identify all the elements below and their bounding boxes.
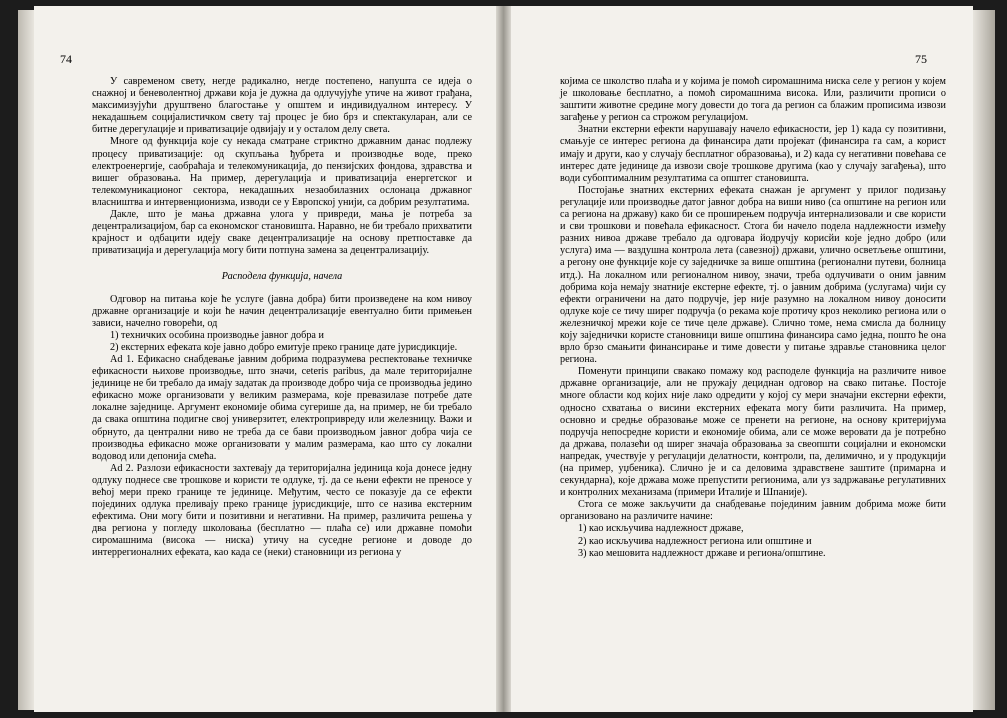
list-item: 2) екстерних ефеката које јавно добро емитује преко границе дате јурисдикције. [110,341,458,353]
paragraph: У савременом свету, негде радикално, негде постепено, напушта се идеја о снажној и беневолентној држави која је дужна да одлучујуће утиче на живот грађана, максимизујући друштвено благостање у општем и индивидуалном интересу. У некадашњем социјалистичком свету тај процес је био брз и спектакуларан, али се битне дерегулације и приватизације одвијају и у осталом делу света. [92,76,472,136]
right-page-edges [973,10,995,710]
page-number-right: 75 [915,52,927,66]
paragraph: Дакле, што је мања државна улога у привреди, мања је потреба за децентрализацијом, бар са економског становишта. Наравно, не би требало прихватити крајност и одбацити идеју сваке децентрализације на основу претпоставке да приватизација и дерегулација могу бити потпуна замена за децентрализацију. [92,209,473,257]
book-gutter [496,6,511,712]
paragraph: Одговор на питања које ће услуге (јавна добра) бити произведене на ком нивоу државне организације и који ће начин децентрализације евентуално бити примењен зависи, начелно говорећи, од [92,293,472,329]
paragraph: Многе од функција које су некада сматране стриктно државним данас подлежу процесу приватизације: од скупљања ђубрета и производње воде, преко електроенергије, саобраћаја и телекомуникација, до пензијских фондова, здравства и вишег образовања. На пример, дерегулација и приватизација енергетског и телекомуникационог сектора, некадашњих незаобилазних ослонаца државног власништва и интервенционизма, изводи се у Европској унији, са добрим резултатима. [92,136,472,208]
paragraph: Ad 2. Разлози ефикасности захтевају да територијална јединица која донесе једну одлуку поднесе све трошкове и користи те одлуке, тј. да се њени ефекти не преносе у већој мери преко границе те јединице. Међутим, често се показује да се ефекти појединих одлука преливају преко границе јурисдикције, што се назива екстерним ефектима. Они могу бити и позитивни и негативни. На пример, различита решења у два региона у погледу школовања (бесплатно — плаћа се) или државне помоћи сиромашнима (висока — ниска) утичу на суседне регионе и доводе до интеррегионалних ефеката, као када се (неки) становници из региона у [92,462,472,559]
paragraph: Стога се може закључити да снабдевање појединим јавним добрима може бити организовано на различите начине: [560,499,946,523]
paragraph: Постојање знатних екстерних ефеката снажан је аргумент у прилог подизању регулације или производње датог јавног добра на виши ниво (са општине на регион или са региона на државу) како би се проширењем подручја интернализовали и све користи и сви трошкови и повећала ефикасност. Стога би начело подела надлежности између разних нивоа државе требало да одговара йодручју корисйи које једно добро (или услуга) има — ваздушна контрола лета (савезној) држави, улично осветљење општини, а регону оне функције које су заједничке за више општина (регионални путеви, болница итд.). На локалном или регионалном нивоу, значи, треба одлучивати о оним јавним добрима која немају знатније екстерне ефекте, тј. о јавним добрима (услугама) чији су ефекти ограничени на дато подручје, јер није разумно на локалном нивоу доносити одлуке које се тичу ширег подручја (о рекама које протичу кроз неколико региона или о железничкој мрежи које се тиче целе државе). Слично томе, нема смисла да болницу коју заједнички користе становници више општина финансира само једна, пошто ће она врло брзо смањити финансирање и тиме довести у питање здравље становника целог региона. [560,184,946,366]
list-item: 1) техничких особина производње јавног добра и [110,329,324,341]
page-number-left: 74 [60,52,72,66]
list-item: 1) као искључива надлежност државе, [578,523,744,535]
section-heading: Расподела функција, начела [221,271,343,283]
paragraph: којима се школство плаћа и у којима је помоћ сиромашнима ниска селе у регион у којем је школовање бесплатно, а помоћ сиромашнима висока. Или, различити прописи о заштити животне средине могу довести до тога да регион са блажим прописима извози загађење у регион са строжом регулацијом. [560,76,946,124]
paragraph: Знатни екстерни ефекти нарушавају начело ефикасности, јер 1) када су позитивни, смањује се интерес региона да финансира дати пројекат (финансира га сам, а корист имају и други, као у случају бесплатног образовања), и 2) када су негативни повећава се интерес дате јединице да извози своје трошкове другима (као у случају загађења), што води субоптималним резултатима са општег становишта. [560,124,946,184]
left-page-edges [18,10,34,710]
left-page-text [92,76,472,560]
list-item: 2) као искључива надлежност региона или општине и [578,535,812,547]
list-item: 3) као мешовита надлежност државе и региона/општине. [578,547,826,559]
paragraph: Поменути принципи свакако помажу код расподеле функција на различите нивое државне организације, али не пружају дециднан одговор на свако питање. Постоје многе области код којих није лако одредити у којој су мери значајни екстерни ефекти, односно схватања о висини екстерних ефеката могу бити различита. На пример, основно и средње образовање може се пренети на регионе, на основу критеријума подручја непосредне користи и економије обима, али се може веровати да је потребно да држава, полазећи од ширег значаја образовања за свеопшти социјални и економски напредак, учествује у регулацији делатности, контроли, па, делимично, и у продукцији (на пример, уџбеника). Слично је и са деловима здравствене заштите (примарна и секундарна), које држава може препустити регионима, али уз задржавање регулативних и контролних механизама (примери Италије и Шпаније). [560,366,946,499]
paragraph: Ad 1. Ефикасно снабдевање јавним добрима подразумева респектовање техничке ефикасности њихове производње, што значи, ceteris paribus, да мале територијалне јединице не би требало да имају задатак да производе добро чија се производња једино ефикасно може организовати у великим размерама, које превазилазе потребе дате локалне заједнице. Аргумент економије обима сугерише да, на пример, не би требало да свака општина подигне свој универзитет, електропривреду или железницу. Важи и обрнуто, да централни ниво не треба да се бави производњом јавног добра чија се производња ефикасно може организовати у малим размерама, као што су локални водовод или депонија смећа. [92,353,472,462]
right-page-text [560,76,946,560]
